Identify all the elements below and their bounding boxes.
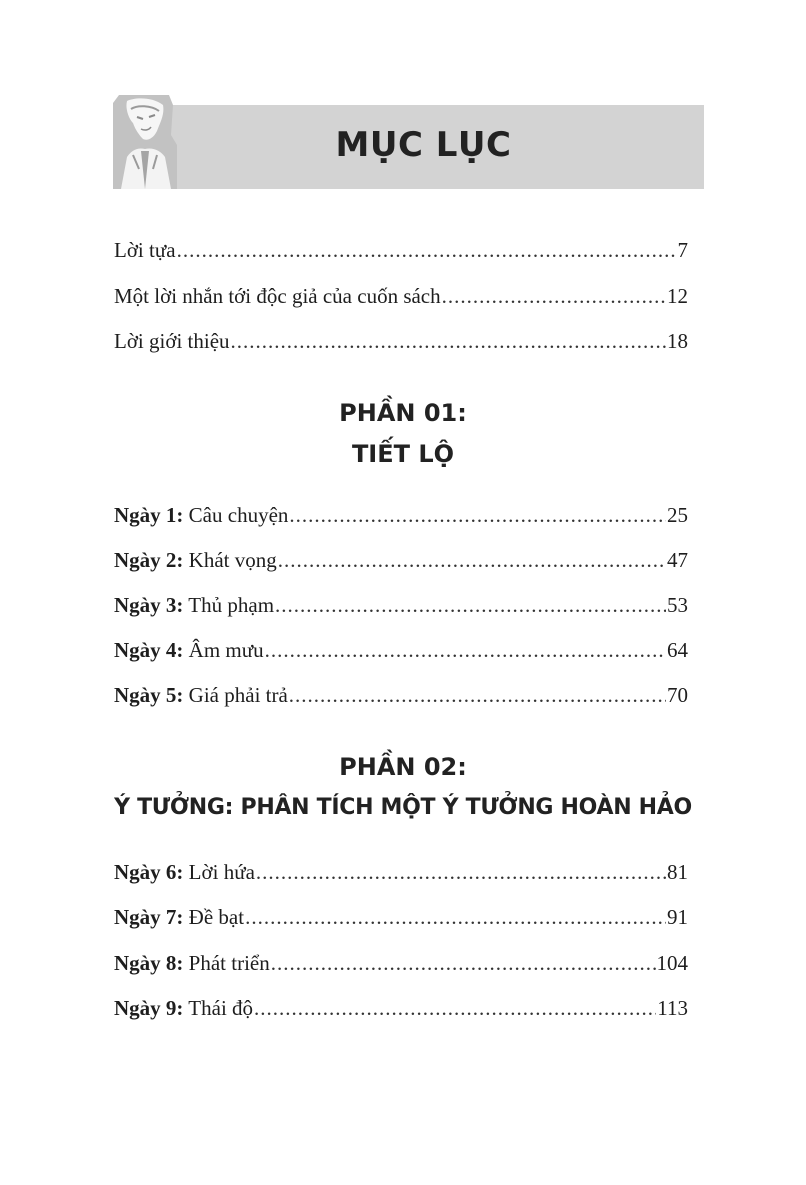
leader-dots <box>254 993 656 1023</box>
leader-dots <box>289 500 666 530</box>
toc-page-number: 7 <box>677 238 688 262</box>
toc-entry[interactable] <box>114 680 688 710</box>
toc-entry-title: Lời tựa <box>114 238 176 262</box>
leader-dots <box>245 902 666 932</box>
part-subtitle: TIẾT LỘ <box>351 440 455 468</box>
toc-entry[interactable] <box>114 326 688 356</box>
leader-dots <box>275 590 666 620</box>
toc-day-label: Ngày 3: <box>114 593 184 617</box>
toc-entry-title: Phát triển <box>183 951 270 975</box>
toc-entry-title: Lời giới thiệu <box>114 329 230 353</box>
toc-entry-title: Thái độ <box>183 996 254 1020</box>
toc-entry-title: Câu chuyện <box>183 503 289 527</box>
toc-day-label: Ngày 7: <box>114 905 184 929</box>
toc-day-label: Ngày 1: <box>114 503 184 527</box>
toc-page-number: 113 <box>657 996 688 1020</box>
toc-entry[interactable] <box>114 545 688 575</box>
toc-page-number: 12 <box>667 284 688 308</box>
leader-dots <box>271 948 656 978</box>
page-title: MỤC LỤC <box>335 125 512 165</box>
toc-day-label: Ngày 9: <box>114 996 184 1020</box>
toc-day-label: Ngày 2: <box>114 548 184 572</box>
toc-page-number: 64 <box>667 638 688 662</box>
leader-dots <box>442 281 666 311</box>
leader-dots <box>278 545 666 575</box>
toc-entry[interactable] <box>114 948 688 978</box>
toc-entry-title: Thủ phạm <box>183 593 275 617</box>
toc-page-number: 25 <box>667 503 688 527</box>
toc-entry[interactable] <box>114 500 688 530</box>
toc-entry[interactable] <box>114 281 688 311</box>
toc-entry[interactable] <box>114 590 688 620</box>
leader-dots <box>231 326 666 356</box>
toc-page-number: 18 <box>667 329 688 353</box>
toc-page-number: 53 <box>667 593 688 617</box>
leader-dots <box>265 635 666 665</box>
toc-entry-title: Một lời nhắn tới độc giả của cuốn sách <box>114 284 441 308</box>
leader-dots <box>289 680 666 710</box>
toc-entry-title: Giá phải trả <box>183 683 288 707</box>
toc-day-label: Ngày 8: <box>114 951 184 975</box>
toc-page-number: 70 <box>667 683 688 707</box>
toc-page-number: 104 <box>656 951 688 975</box>
part-heading: PHẦN 01: <box>339 399 467 427</box>
part-heading: PHẦN 02: <box>339 753 467 781</box>
toc-page-number: 47 <box>667 548 688 572</box>
toc-page-number: 81 <box>667 860 688 884</box>
toc-entry[interactable] <box>114 235 688 265</box>
part-subtitle: Ý TƯỞNG: PHÂN TÍCH MỘT Ý TƯỞNG HOÀN HẢO <box>114 795 692 820</box>
toc-entry-title: Âm mưu <box>183 638 264 662</box>
toc-entry[interactable] <box>114 993 688 1023</box>
toc-day-label: Ngày 5: <box>114 683 184 707</box>
toc-page-number: 91 <box>667 905 688 929</box>
leader-dots <box>256 857 666 887</box>
toc-entry[interactable] <box>114 857 688 887</box>
toc-entry[interactable] <box>114 902 688 932</box>
toc-entry-title: Khát vọng <box>183 548 277 572</box>
toc-entry-title: Lời hứa <box>183 860 255 884</box>
toc-day-label: Ngày 4: <box>114 638 184 662</box>
toc-day-label: Ngày 6: <box>114 860 184 884</box>
toc-entry[interactable] <box>114 635 688 665</box>
leader-dots <box>177 235 677 265</box>
toc-entry-title: Đề bạt <box>183 905 245 929</box>
